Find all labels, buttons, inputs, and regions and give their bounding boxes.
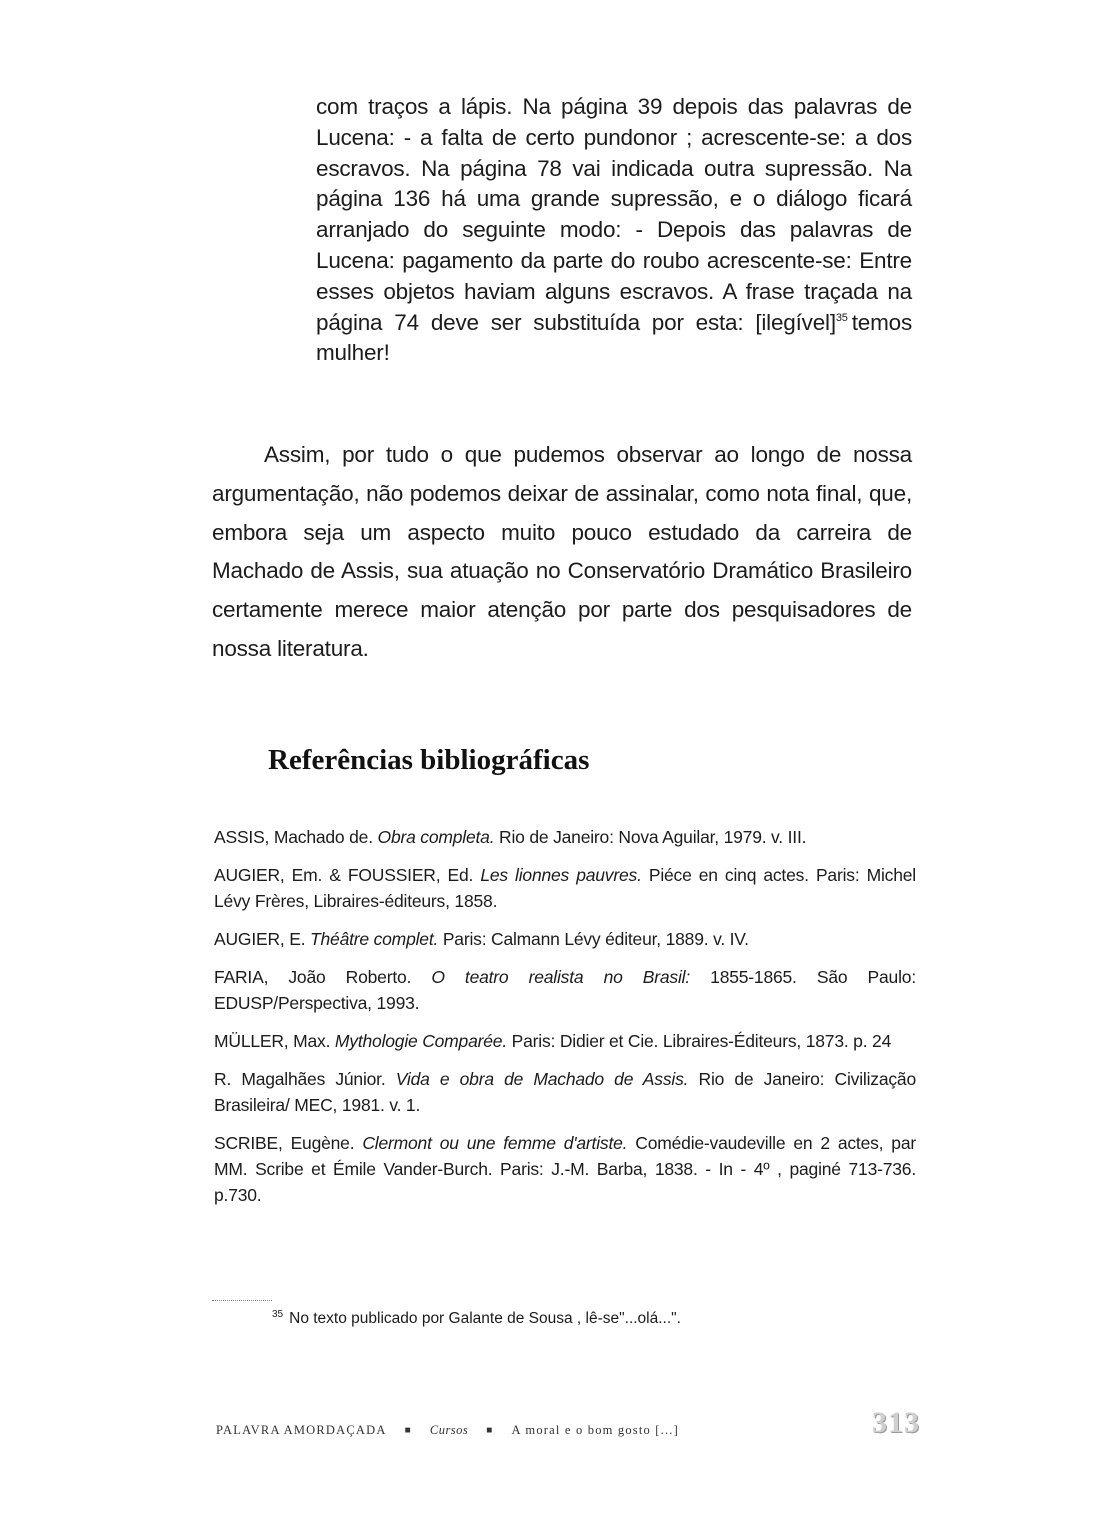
footnote — [272, 1308, 681, 1330]
footer-chapter: A moral e o bom gosto [...] — [511, 1422, 679, 1437]
reference-author: MÜLLER, Max. — [214, 1031, 331, 1051]
reference-item — [214, 1130, 916, 1208]
running-footer — [216, 1415, 916, 1445]
reference-details: Piéce en cinq actes. Paris: Michel Lévy Frères, Libraires-éditeurs, 1858. — [214, 865, 916, 911]
reference-list — [214, 824, 916, 1220]
reference-details: Paris: Calmann Lévy éditeur, 1889. v. IV. — [442, 929, 749, 949]
reference-details: Rio de Janeiro: Nova Aguilar, 1979. v. III. — [499, 827, 807, 847]
reference-details: Rio de Janeiro: Civilização Brasileira/ MEC, 1981. v. 1. — [214, 1069, 916, 1115]
footnote-reference: 35 — [835, 311, 848, 324]
reference-item — [214, 824, 916, 850]
footnote-number: 35 — [272, 1309, 284, 1320]
reference-title: Les lionnes pauvres. — [480, 865, 642, 885]
reference-author: ASSIS, Machado de. — [214, 827, 373, 847]
footnote-text: No texto publicado por Galante de Sousa , lê-se"...olá...". — [289, 1310, 681, 1327]
reference-details: 1855-1865. São Paulo: EDUSP/Perspectiva, 1993. — [214, 967, 916, 1013]
reference-item — [214, 1066, 916, 1118]
reference-title: Obra completa. — [377, 827, 495, 847]
reference-title: Théâtre complet. — [310, 929, 439, 949]
reference-item — [214, 926, 916, 952]
footer-bullet-icon: ■ — [486, 1424, 494, 1436]
footer-book-title: PALAVRA AMORDAÇADA — [216, 1422, 387, 1437]
reference-title: O teatro realista no Brasil: — [431, 967, 691, 987]
reference-item — [214, 862, 916, 914]
references-heading: Referências bibliográficas — [268, 744, 590, 776]
reference-author: SCRIBE, Eugène. — [214, 1133, 355, 1153]
quote-text: com traços a lápis. Na página 39 depois das palavras de Lucena: - a falta de certo pundonor ; acrescente-se: a dos escravos. Na página 78 vai indicada outra supressão. Na página 136 há uma grande supressão, e o diálogo ficará arranjado do seguinte modo: - Depois das palavras de Lucena: pagamento da parte do roubo acrescente-se: Entre esses objetos haviam alguns escravos. A frase traçada na página 74 deve ser substituída por esta: [ilegível] — [316, 94, 912, 335]
footer-section: Cursos — [429, 1422, 469, 1437]
reference-details: Paris: Didier et Cie. Libraires-Éditeurs, 1873. p. 24 — [511, 1031, 892, 1051]
reference-details: Comédie-vaudeville en 2 actes, par MM. Scribe et Émile Vander-Burch. Paris: J.-M. Barba, 1838. - In - 4º , paginé 713-736. p.730. — [214, 1133, 916, 1205]
reference-author: AUGIER, Em. & FOUSSIER, Ed. — [214, 865, 474, 885]
footnote-divider — [212, 1300, 272, 1301]
quote-paragraph — [316, 92, 912, 369]
body-paragraph: Assim, por tudo o que pudemos observar ao longo de nossa argumentação, não podemos deixar de assinalar, como nota final, que, embora seja um aspecto muito pouco estudado da carreira de Machado de Assis, sua atuação no Conservatório Dramático Brasileiro certamente merece maior atenção por parte dos pesquisadores de nossa literatura. — [212, 442, 912, 661]
page-number: 313 — [872, 1406, 920, 1439]
reference-item — [214, 1028, 916, 1054]
reference-title: Vida e obra de Machado de Assis. — [395, 1069, 689, 1089]
footer-bullet-icon: ■ — [404, 1424, 412, 1436]
reference-title: Mythologie Comparée. — [334, 1031, 507, 1051]
reference-author: FARIA, João Roberto. — [214, 967, 412, 987]
reference-author: R. Magalhães Júnior. — [214, 1069, 386, 1089]
reference-title: Clermont ou une femme d'artiste. — [362, 1133, 628, 1153]
block-quote — [316, 92, 912, 369]
reference-author: AUGIER, E. — [214, 929, 306, 949]
quote-text-end: temos mulher! — [316, 309, 912, 366]
reference-item — [214, 964, 916, 1016]
